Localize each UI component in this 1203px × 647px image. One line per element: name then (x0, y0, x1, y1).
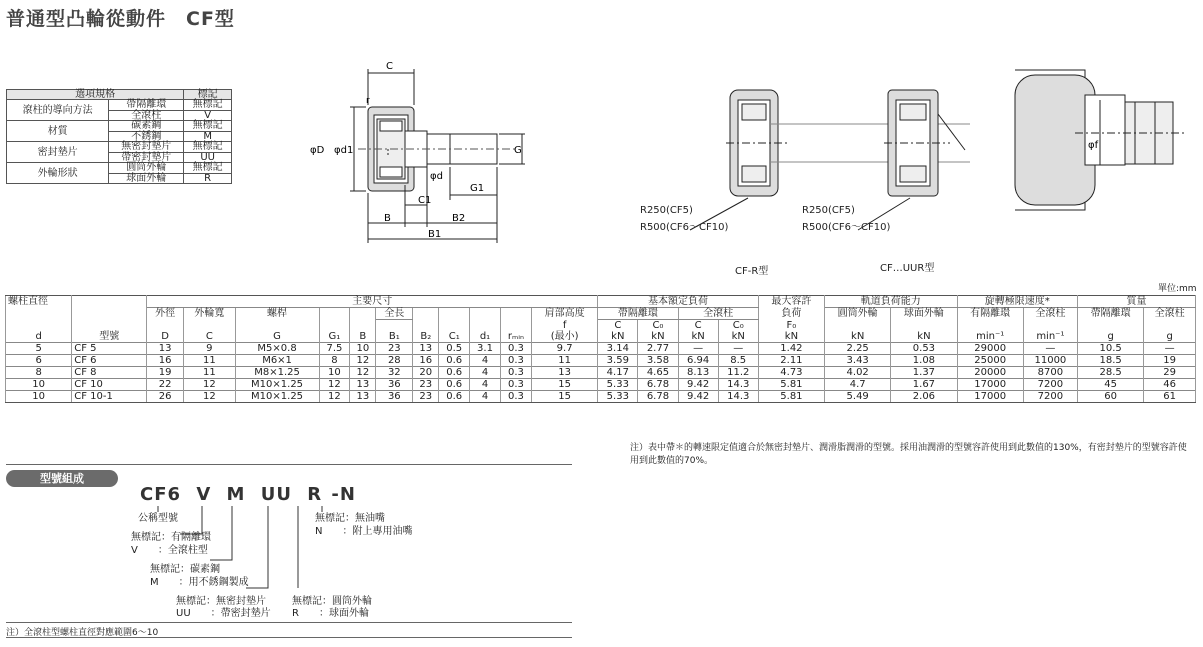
table-cell: 5 (6, 343, 72, 355)
table-cell: 28.5 (1078, 367, 1144, 379)
code-part: M (226, 484, 246, 505)
table-cell: 26 (147, 391, 184, 403)
table-cell: 1.08 (891, 355, 957, 367)
page-title: 普通型凸輪從動件 CF型 (6, 8, 235, 30)
table-cell: 6.94 (678, 355, 718, 367)
unit-kN: kN (598, 331, 638, 343)
table-cell: 4.7 (825, 379, 891, 391)
option-group-name: 滾柱的導向方法 (7, 100, 109, 121)
table-cell: 0.3 (500, 343, 531, 355)
table-cell: 10 (6, 379, 72, 391)
header-total-len: 全長 (376, 308, 413, 320)
table-cell: 9.7 (531, 343, 597, 355)
r500-label-b: R500(CF6～CF10) (802, 222, 891, 233)
table-cell: 4 (470, 391, 501, 403)
table-cell: 7200 (1023, 391, 1077, 403)
option-value: 全滾柱 (109, 110, 184, 121)
option-mark: V (184, 110, 232, 121)
table-cell: 5.81 (758, 391, 824, 403)
table-cell: 23 (413, 391, 439, 403)
table-cell: M6×1 (235, 355, 319, 367)
unit-min: min⁻¹ (957, 331, 1023, 343)
options-header-spec: 選項規格 (7, 90, 184, 100)
header-f: f (531, 320, 597, 332)
header-thread: 螺桿 (235, 308, 319, 320)
table-cell: — (1144, 343, 1196, 355)
table-cell: 10 (350, 343, 376, 355)
table-cell: 8.5 (718, 355, 758, 367)
table-cell: 12 (319, 379, 350, 391)
table-cell: 61 (1144, 391, 1196, 403)
option-mark: 無標記 (184, 163, 232, 174)
table-cell: 45 (1078, 379, 1144, 391)
table-cell: M8×1.25 (235, 367, 319, 379)
table-cell: M5×0.8 (235, 343, 319, 355)
header-spd-full: 全滾柱 (1023, 308, 1077, 320)
unit-g: g (1144, 331, 1196, 343)
table-cell: 11 (184, 367, 236, 379)
label-B2: B2 (452, 213, 466, 224)
table-cell: 0.6 (439, 355, 470, 367)
table-cell: CF 8 (72, 367, 147, 379)
option-mark: 無標記 (184, 142, 232, 153)
table-cell: 17000 (957, 391, 1023, 403)
header-cyl: 圓筒外輪 (825, 308, 891, 320)
cf-r-drawing (630, 80, 990, 240)
option-value: 帶密封墊片 (109, 152, 184, 163)
table-cell: 28 (376, 355, 413, 367)
divider (6, 622, 572, 623)
table-cell: 13 (413, 343, 439, 355)
table-cell: 0.53 (891, 343, 957, 355)
header-sph: 球面外輪 (891, 308, 957, 320)
table-cell: 1.42 (758, 343, 824, 355)
option-mark: R (184, 173, 232, 184)
table-cell: 0.5 (439, 343, 470, 355)
table-cell: 3.14 (598, 343, 638, 355)
label-phid1: φd1 (334, 145, 354, 156)
table-cell: 4 (470, 355, 501, 367)
code-part: R (307, 484, 323, 505)
table-cell: CF 10-1 (72, 391, 147, 403)
option-mark: M (184, 131, 232, 142)
unit-min: min⁻¹ (1023, 331, 1077, 343)
header-speed-limit: 旋轉極限速度* (957, 296, 1077, 308)
table-cell: 11 (531, 355, 597, 367)
divider (6, 464, 572, 465)
table-cell: 1.67 (891, 379, 957, 391)
header-track-capacity: 軌道負荷能力 (825, 296, 958, 308)
header-cage: 帶隔離環 (598, 308, 678, 320)
sub-min: (最小) (531, 331, 597, 343)
header-mass: 質量 (1078, 296, 1196, 308)
label-B: B (384, 213, 391, 224)
table-cell: 5.81 (758, 379, 824, 391)
table-cell: 4 (470, 379, 501, 391)
label-B1: B1 (428, 229, 442, 240)
table-cell: 11000 (1023, 355, 1077, 367)
caption-cf-uur: CF…UUR型 (880, 263, 935, 274)
table-cell: 11 (184, 355, 236, 367)
sub-B: B (350, 331, 376, 343)
table-row (6, 379, 1196, 391)
table-cell: 13 (531, 367, 597, 379)
header-outer: 外徑 (147, 308, 184, 320)
r250-label-b: R250(CF5) (802, 205, 855, 216)
installation-drawing (985, 60, 1195, 220)
table-cell: 4 (470, 367, 501, 379)
table-cell: 10 (319, 367, 350, 379)
table-cell: — (678, 343, 718, 355)
table-cell: 3.43 (825, 355, 891, 367)
table-cell: 36 (376, 379, 413, 391)
option-value: 球面外輪 (109, 173, 184, 184)
table-cell: 4.73 (758, 367, 824, 379)
table-cell: 1.37 (891, 367, 957, 379)
sub-d1: d₁ (470, 331, 501, 343)
option-mark: 無標記 (184, 121, 232, 132)
header-outer-width: 外輪寬 (184, 308, 236, 320)
header-full: 全滾柱 (678, 308, 758, 320)
table-cell: 60 (1078, 391, 1144, 403)
table-cell: 13 (350, 391, 376, 403)
table-cell: 5.49 (825, 391, 891, 403)
sub-G: G (235, 331, 319, 343)
option-value: 無密封墊片 (109, 142, 184, 153)
table-cell: 15 (531, 391, 597, 403)
table-cell: 29 (1144, 367, 1196, 379)
label-phiD: φD (310, 145, 325, 156)
label-phif: φf (1088, 140, 1099, 151)
model-code (140, 484, 356, 505)
code-part: CF6 (140, 484, 182, 505)
header-C0: C₀ (638, 320, 678, 332)
sub-C: C (184, 331, 236, 343)
table-cell: CF 6 (72, 355, 147, 367)
table-cell: CF 10 (72, 379, 147, 391)
sub-C1: C₁ (439, 331, 470, 343)
code-part: V (196, 484, 212, 505)
table-cell: 2.25 (825, 343, 891, 355)
dimension-drawing (300, 55, 540, 245)
unit-kN: kN (891, 331, 957, 343)
table-cell: 46 (1144, 379, 1196, 391)
unit-kN: kN (638, 331, 678, 343)
table-cell: 16 (147, 355, 184, 367)
header-basic-load: 基本額定負荷 (598, 296, 759, 308)
table-cell: 6 (6, 355, 72, 367)
unit-kN: kN (678, 331, 718, 343)
option-value: 帶隔離環 (109, 100, 184, 111)
table-cell: 12 (184, 379, 236, 391)
table-cell: 12 (350, 355, 376, 367)
label-C1: C1 (418, 195, 432, 206)
table-cell: 23 (376, 343, 413, 355)
table-cell: 32 (376, 367, 413, 379)
code-part: UU (260, 484, 292, 505)
table-cell: CF 5 (72, 343, 147, 355)
header-screw-dia: 螺柱直徑 (6, 296, 72, 308)
label-G: G (514, 145, 522, 156)
sub-D: D (147, 331, 184, 343)
table-cell: 3.58 (638, 355, 678, 367)
table-cell: 9.42 (678, 391, 718, 403)
header-main-dims: 主要尺寸 (147, 296, 598, 308)
table-cell: 8 (319, 355, 350, 367)
table-cell: 11.2 (718, 367, 758, 379)
table-cell: 12 (350, 367, 376, 379)
table-cell: 18.5 (1078, 355, 1144, 367)
table-cell: 8700 (1023, 367, 1077, 379)
table-cell: 13 (350, 379, 376, 391)
label-shape-1: 無標記：圓筒外輪 (292, 596, 372, 607)
sub-B1: B₁ (376, 331, 413, 343)
sub-G1: G₁ (319, 331, 350, 343)
table-cell: 19 (1144, 355, 1196, 367)
table-cell: 0.3 (500, 367, 531, 379)
label-seal-2: UU ：帶密封墊片 (176, 608, 271, 619)
label-nipple-1: 無標記：無油嘴 (315, 513, 385, 524)
table-cell: 2.06 (891, 391, 957, 403)
table-cell: 2.77 (638, 343, 678, 355)
header-mass-full: 全滾柱 (1144, 308, 1196, 320)
footnote: 注）全滾柱型螺柱直徑對應範圍6～10 (6, 628, 159, 638)
table-cell: 6.78 (638, 379, 678, 391)
label-cage-1: 無標記：有隔離環 (131, 532, 211, 543)
table-cell: 6.78 (638, 391, 678, 403)
table-cell: 10.5 (1078, 343, 1144, 355)
table-row (6, 355, 1196, 367)
table-cell: 0.6 (439, 367, 470, 379)
label-shape-2: R ：球面外輪 (292, 608, 369, 619)
table-cell: 17000 (957, 379, 1023, 391)
sub-r: rₘᵢₙ (500, 331, 531, 343)
options-table (6, 89, 232, 184)
header-max-load-2: 負荷 (758, 308, 824, 320)
table-cell: 25000 (957, 355, 1023, 367)
label-cage-2: V ：全滾柱型 (131, 545, 208, 556)
table-cell: 14.3 (718, 379, 758, 391)
table-cell: 3.1 (470, 343, 501, 355)
table-cell: — (718, 343, 758, 355)
sub-B2: B₂ (413, 331, 439, 343)
options-header-mark: 標記 (184, 90, 232, 100)
header-shoulder: 肩部高度 (531, 308, 597, 320)
table-cell: 16 (413, 355, 439, 367)
table-cell: 14.3 (718, 391, 758, 403)
table-cell: 0.6 (439, 391, 470, 403)
table-cell: 23 (413, 379, 439, 391)
option-group-name: 外輪形狀 (7, 163, 109, 184)
label-phid: φd (430, 171, 443, 182)
r500-label-a: R500(CF6～CF10) (640, 222, 729, 233)
unit-kN: kN (758, 331, 824, 343)
table-cell: 0.3 (500, 379, 531, 391)
label-G1: G1 (470, 183, 485, 194)
model-composition-badge: 型號組成 (6, 470, 118, 487)
table-cell: 9.42 (678, 379, 718, 391)
table-cell: 19 (147, 367, 184, 379)
header-C0-b: C₀ (718, 320, 758, 332)
table-cell: 7200 (1023, 379, 1077, 391)
header-mass-cage: 帶隔離環 (1078, 308, 1144, 320)
spec-table-body (6, 343, 1196, 403)
label-nominal: 公稱型號 (138, 513, 178, 524)
table-cell: 0.3 (500, 391, 531, 403)
header-F0: F₀ (758, 320, 824, 332)
sub-model: 型號 (72, 331, 147, 343)
table-cell: M10×1.25 (235, 391, 319, 403)
table-cell: 10 (6, 391, 72, 403)
table-cell: 12 (319, 391, 350, 403)
table-cell: 15 (531, 379, 597, 391)
table-cell: 2.11 (758, 355, 824, 367)
label-mat-2: M ：用不銹鋼製成 (150, 577, 249, 588)
label-mat-1: 無標記：碳素鋼 (150, 564, 220, 575)
table-cell: 3.59 (598, 355, 638, 367)
caption-cf-r: CF-R型 (735, 266, 769, 277)
table-row (6, 367, 1196, 379)
option-value: 碳素鋼 (109, 121, 184, 132)
option-value: 圓筒外輪 (109, 163, 184, 174)
divider (6, 637, 572, 638)
option-group-name: 密封墊片 (7, 142, 109, 163)
option-group-name: 材質 (7, 121, 109, 142)
spec-table (5, 295, 1196, 403)
label-nipple-2: N ：附上專用油嘴 (315, 526, 413, 537)
header-max-load: 最大容許 (758, 296, 824, 308)
table-cell: 20 (413, 367, 439, 379)
unit-label: 單位:mm (1158, 284, 1197, 294)
table-cell: 8.13 (678, 367, 718, 379)
table-cell: 0.6 (439, 379, 470, 391)
table-cell: M10×1.25 (235, 379, 319, 391)
table-cell: 0.3 (500, 355, 531, 367)
option-mark: UU (184, 152, 232, 163)
table-cell: 12 (184, 391, 236, 403)
label-r: r (366, 96, 370, 106)
label-C: C (386, 61, 393, 72)
table-cell: 4.02 (825, 367, 891, 379)
table-cell: 22 (147, 379, 184, 391)
table-row (6, 391, 1196, 403)
unit-g: g (1078, 331, 1144, 343)
table-cell: 20000 (957, 367, 1023, 379)
header-C: C (598, 320, 638, 332)
table-cell: 36 (376, 391, 413, 403)
table-cell: 9 (184, 343, 236, 355)
table-cell: 4.65 (638, 367, 678, 379)
header-C-b: C (678, 320, 718, 332)
load-note: 注）表中帶＊的轉速限定值適合於無密封墊片、潤滑脂潤滑的型號。採用油潤滑的型號容許使用到此數值的130%，有密封墊片的型號容許使用到此數值的70%。 (630, 443, 1187, 466)
unit-kN: kN (825, 331, 891, 343)
option-value: 不銹鋼 (109, 131, 184, 142)
header-spd-cage: 有隔離環 (957, 308, 1023, 320)
table-cell: 29000 (957, 343, 1023, 355)
label-seal-1: 無標記：無密封墊片 (176, 596, 266, 607)
table-row (6, 343, 1196, 355)
option-mark: 無標記 (184, 100, 232, 111)
table-cell: 7.5 (319, 343, 350, 355)
code-part: -N (331, 484, 356, 505)
table-cell: 8 (6, 367, 72, 379)
unit-kN: kN (718, 331, 758, 343)
table-cell: 13 (147, 343, 184, 355)
sub-d: d (6, 331, 72, 343)
table-cell: 5.33 (598, 391, 638, 403)
table-cell: 5.33 (598, 379, 638, 391)
r250-label-a: R250(CF5) (640, 205, 693, 216)
table-cell: — (1023, 343, 1077, 355)
table-cell: 4.17 (598, 367, 638, 379)
